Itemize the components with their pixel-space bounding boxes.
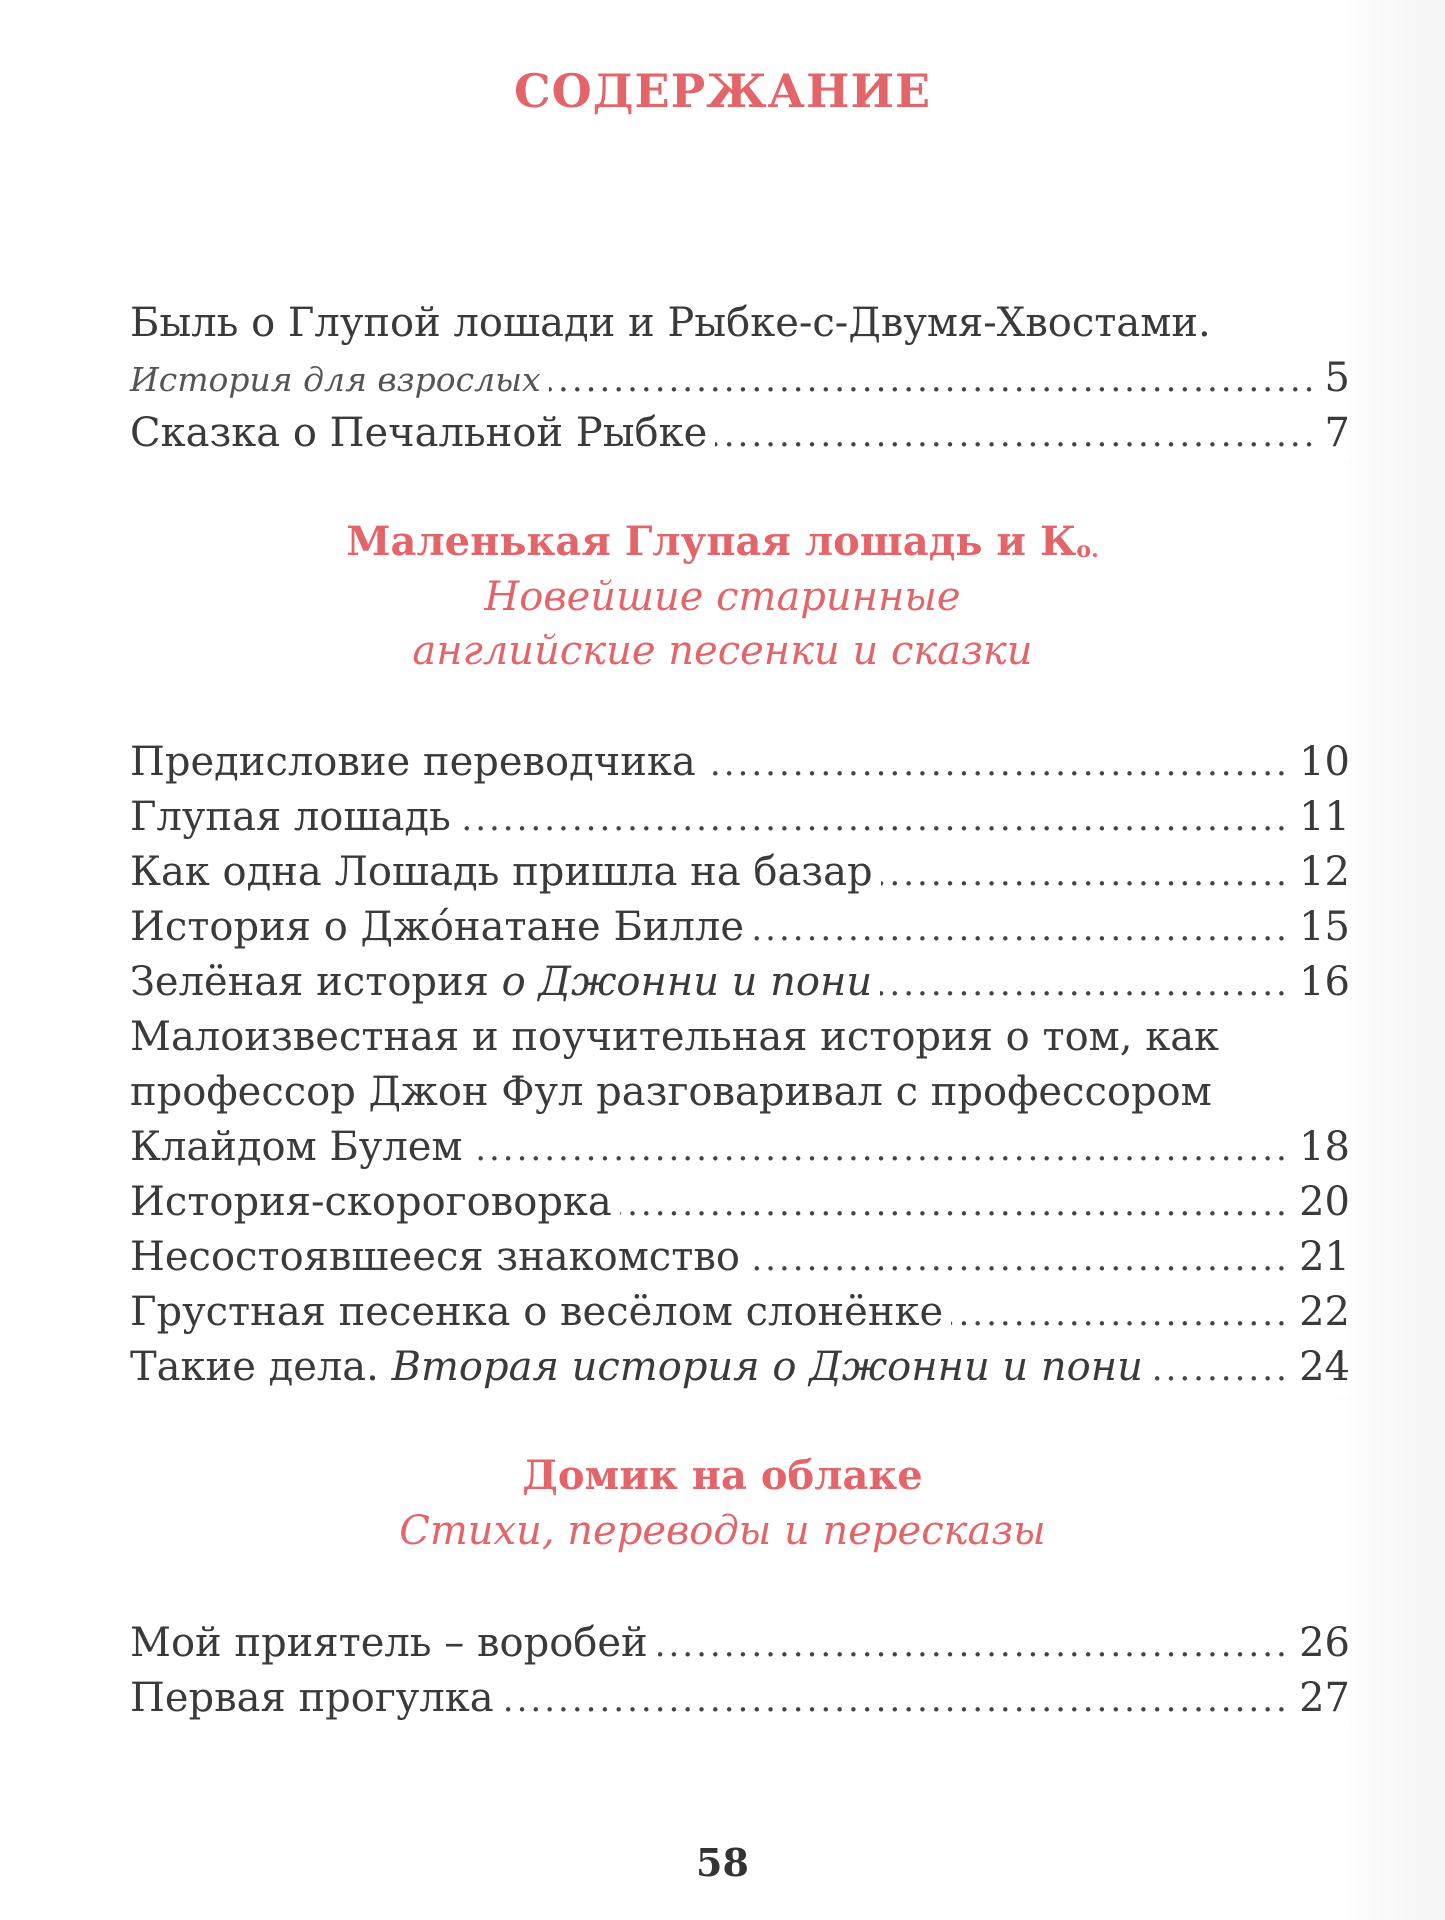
- toc-entry-title: Грустная песенка о весёлом слонёнке: [130, 1289, 951, 1335]
- toc-entry-title: Предисловие переводчика: [130, 739, 704, 785]
- section-subtitle: Стихи, переводы и пересказы: [399, 1508, 1046, 1554]
- section-subtitle: Новейшие старинные: [484, 574, 961, 620]
- toc-entry-title: Как одна Лошадь пришла на базар: [130, 849, 881, 895]
- toc-entry-subtitle: История для взрослых: [130, 360, 549, 399]
- toc-entry: [130, 735, 1350, 790]
- page-number: 58: [696, 1840, 749, 1885]
- page-title: СОДЕРЖАНИЕ: [513, 64, 932, 118]
- toc-page-number: 24: [1293, 1340, 1350, 1395]
- section-title: [0, 514, 1445, 570]
- toc-entry: [130, 351, 1350, 406]
- toc-entry: [130, 1230, 1350, 1285]
- toc-page-number: 12: [1293, 845, 1350, 900]
- toc-entry-title: [130, 959, 880, 1005]
- toc-page-number: 7: [1319, 406, 1350, 461]
- toc-entry-title: История-скороговорка: [130, 1179, 620, 1225]
- toc-entry: [130, 1616, 1350, 1671]
- intro-block: [130, 296, 1350, 461]
- section-heading: [0, 1448, 1445, 1558]
- toc-entry-title: [130, 1344, 1151, 1390]
- toc-entry-title-line: профессор Джон Фул разговаривал с профессором: [130, 1069, 1212, 1115]
- toc-entry: [130, 1340, 1350, 1395]
- toc-entry: [130, 955, 1350, 1010]
- toc-entry-title: Сказка о Печальной Рыбке: [130, 410, 715, 456]
- section1-entries: [130, 735, 1350, 1395]
- toc-entry-title: Несостоявшееся знакомство: [130, 1234, 748, 1280]
- toc-entry-title: Быль о Глупой лошади и Рыбке-с-Двумя-Хвостами.: [130, 300, 1211, 346]
- section2-entries: [130, 1616, 1350, 1726]
- toc-entry-title: Клайдом Булем: [130, 1124, 471, 1170]
- toc-entry-title-line: Малоизвестная и поучительная история о том, как: [130, 1014, 1220, 1060]
- toc-entry-title-italic: Вторая история о Джонни и пони: [391, 1344, 1143, 1390]
- toc-page-number: 18: [1293, 1120, 1350, 1175]
- toc-entry-title: Первая прогулка: [130, 1675, 502, 1721]
- section-title-sup: о.: [1076, 537, 1099, 563]
- toc-page-number: 15: [1293, 900, 1350, 955]
- toc-page-number: 27: [1293, 1671, 1350, 1726]
- toc-entry-title-regular: Зелёная история: [130, 959, 489, 1005]
- section-subtitle: английские песенки и сказки: [412, 628, 1033, 674]
- toc-entry: [130, 845, 1350, 900]
- toc-page-number: 10: [1293, 735, 1350, 790]
- toc-page-number: 5: [1319, 351, 1350, 406]
- toc-entry: [130, 1175, 1350, 1230]
- toc-entry-title: Мой приятель – воробей: [130, 1620, 656, 1666]
- toc-entry: [130, 406, 1350, 461]
- toc-entry: [130, 1285, 1350, 1340]
- toc-page-number: 22: [1293, 1285, 1350, 1340]
- toc-entry: [130, 900, 1350, 955]
- toc-entry-title: Глупая лошадь: [130, 794, 459, 840]
- toc-entry-title-italic: о Джонни и пони: [501, 959, 873, 1005]
- toc-page-number: 16: [1293, 955, 1350, 1010]
- toc-page-number: 21: [1293, 1230, 1350, 1285]
- section-heading: [0, 514, 1445, 678]
- section-title-text: Маленькая Глупая лошадь и К: [346, 518, 1077, 565]
- section-title: Домик на облаке: [522, 1452, 923, 1499]
- toc-entry-title-regular: Такие дела.: [130, 1344, 379, 1390]
- toc-entry: [130, 790, 1350, 845]
- toc-entry-title: История о Джóнатане Билле: [130, 904, 752, 950]
- toc-entry: [130, 1671, 1350, 1726]
- toc-page-number: 11: [1293, 790, 1350, 845]
- toc-page-number: 20: [1293, 1175, 1350, 1230]
- toc-entry: [130, 1120, 1350, 1175]
- toc-page-number: 26: [1293, 1616, 1350, 1671]
